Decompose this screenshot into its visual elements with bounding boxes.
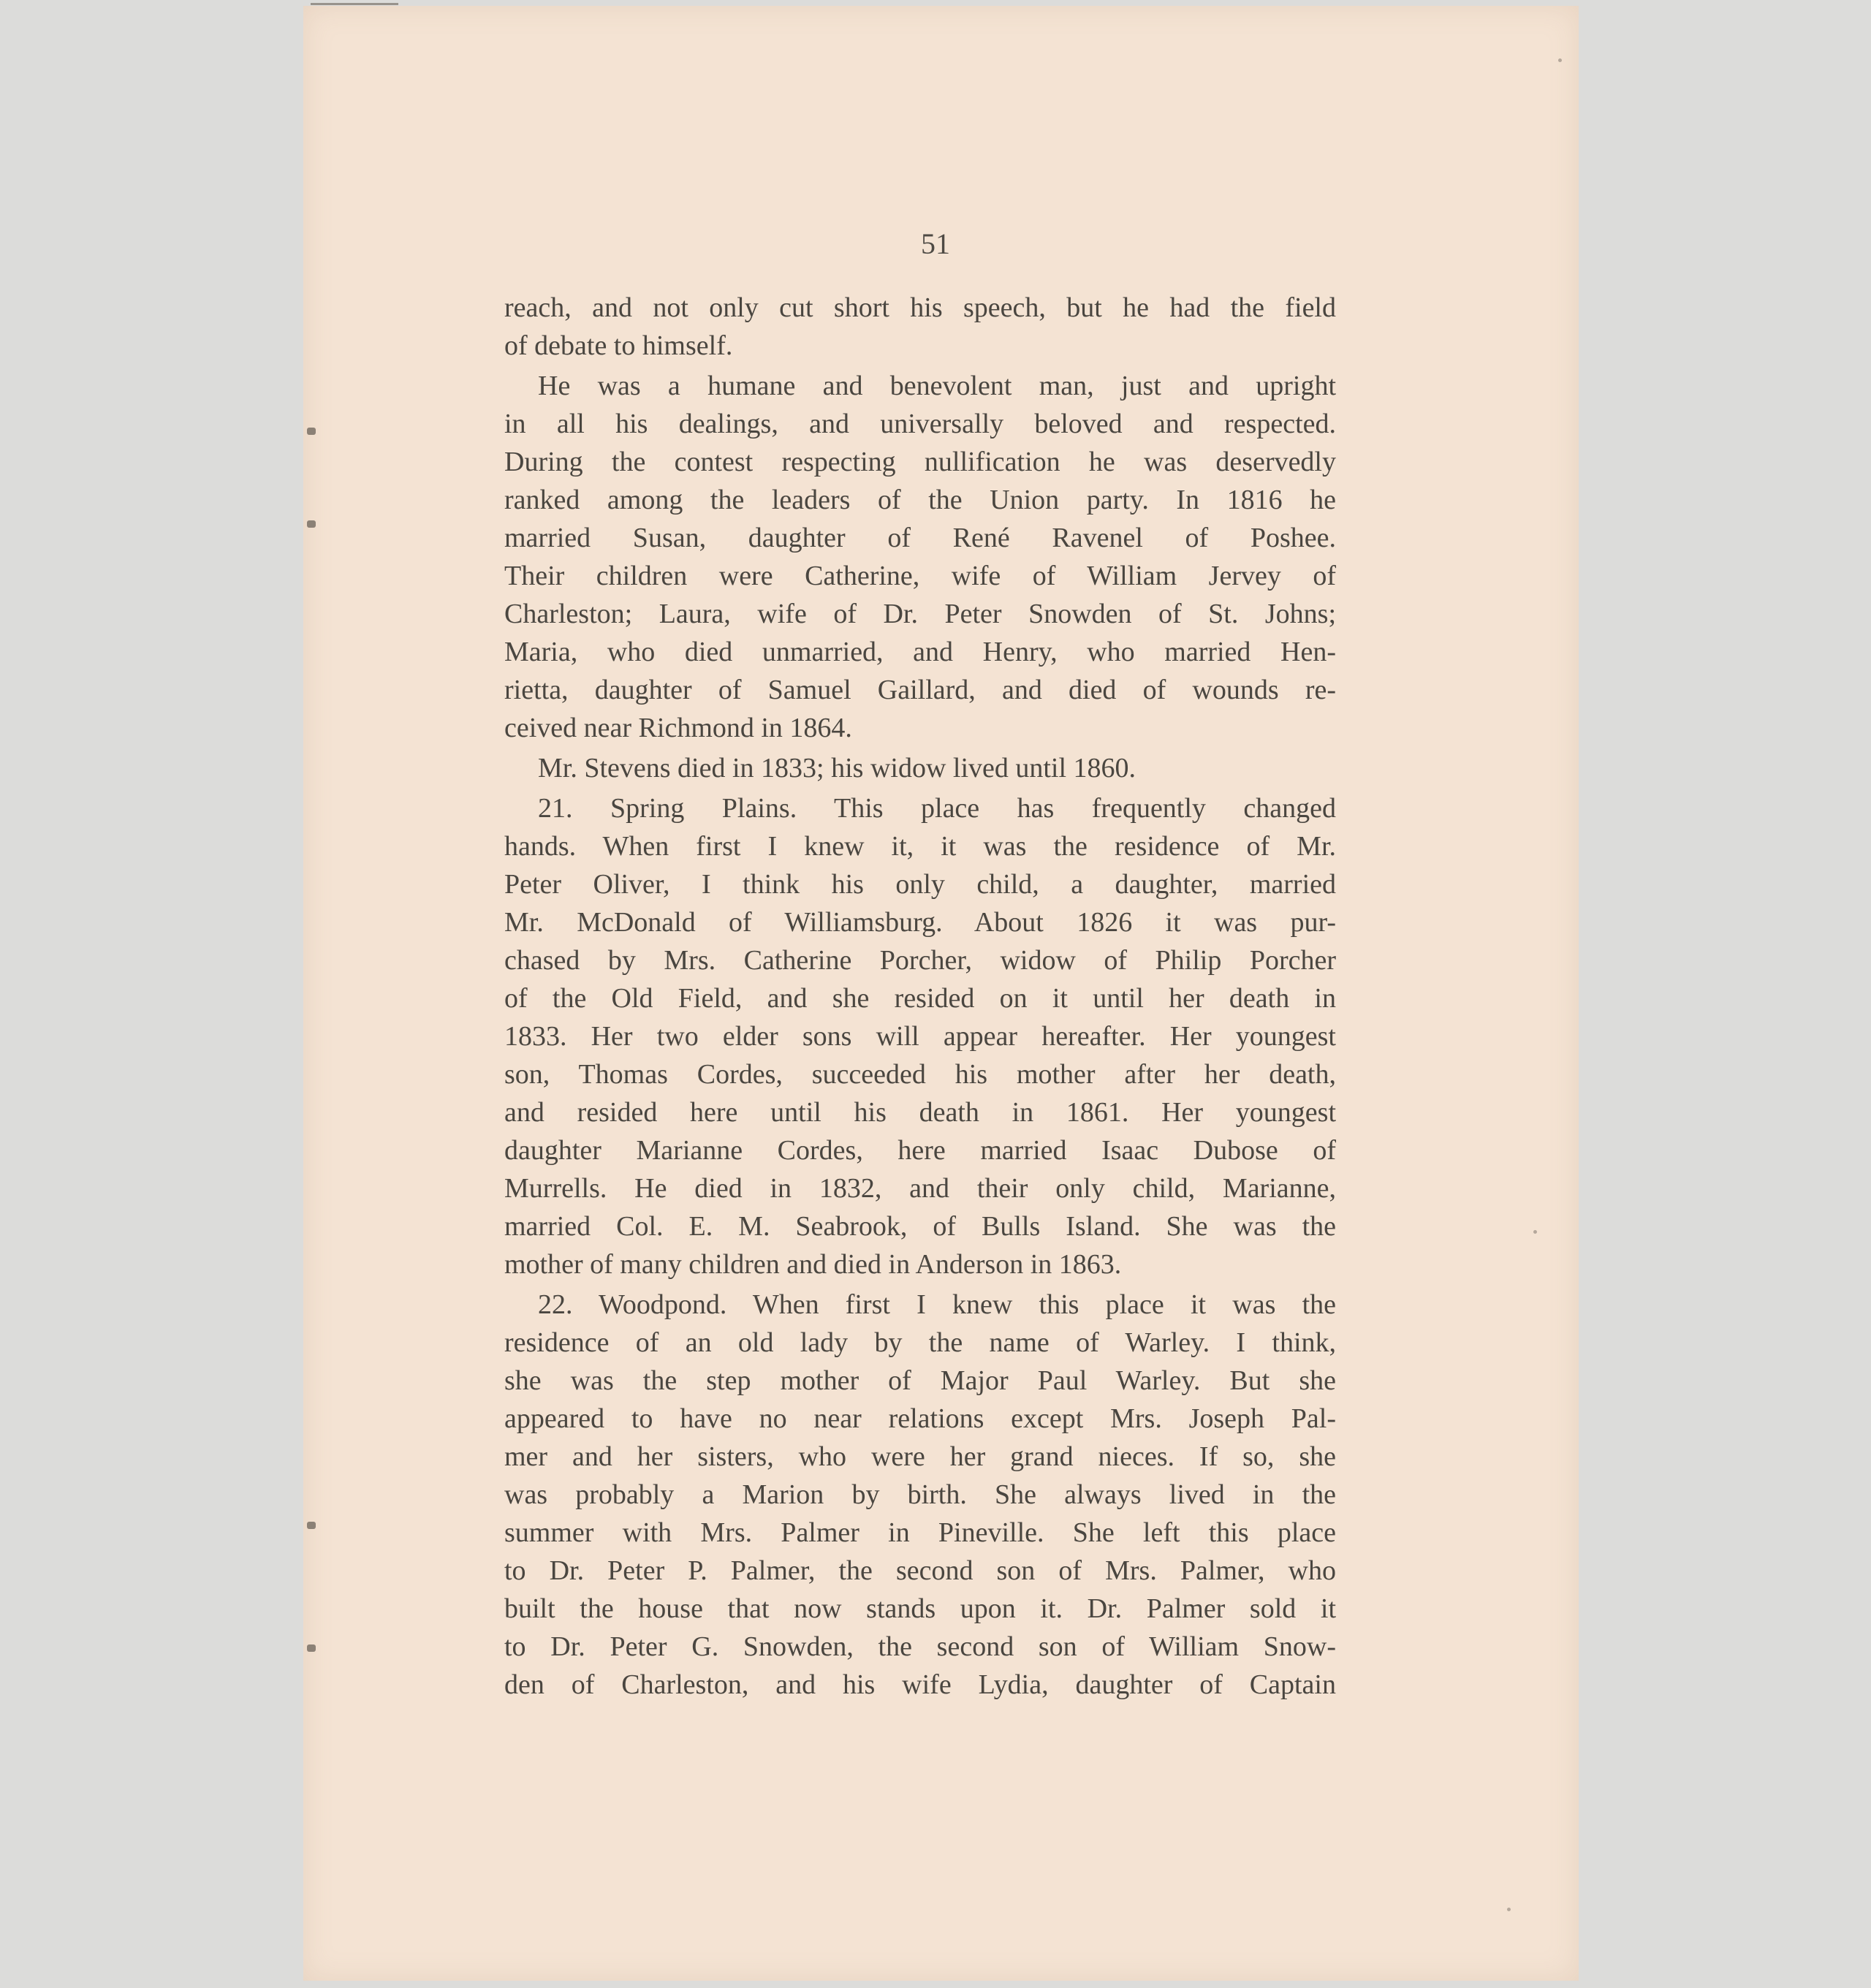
text-line: During the contest respecting nullification he was deservedly xyxy=(504,447,1336,477)
paper-speck xyxy=(1507,1908,1511,1911)
text-line: mer and her sisters, who were her grand nieces. If so, she xyxy=(504,1441,1336,1472)
text-line: hands. When first I knew it, it was the residence of Mr. xyxy=(504,831,1336,862)
paragraph xyxy=(504,367,1336,747)
text-line: appeared to have no near relations except Mrs. Joseph Pal- xyxy=(504,1403,1336,1434)
paragraph xyxy=(504,749,1336,787)
binding-mark xyxy=(307,520,316,528)
text-line: ranked among the leaders of the Union party. In 1816 he xyxy=(504,485,1336,515)
page-edge-rule xyxy=(311,3,398,5)
text-line: of the Old Field, and she resided on it until her death in xyxy=(504,983,1336,1014)
body-text xyxy=(504,289,1336,1706)
text-line: 22. Woodpond. When first I knew this place it was the xyxy=(538,1289,1336,1320)
text-line: chased by Mrs. Catherine Porcher, widow of Philip Porcher xyxy=(504,945,1336,976)
binding-mark xyxy=(307,1522,316,1529)
text-line: Their children were Catherine, wife of William Jervey of xyxy=(504,561,1336,591)
binding-mark xyxy=(307,428,316,435)
text-line: to Dr. Peter G. Snowden, the second son of William Snow- xyxy=(504,1631,1336,1662)
text-line: He was a humane and benevolent man, just and upright xyxy=(538,371,1336,401)
paper-speck xyxy=(1558,58,1562,62)
text-line: Charleston; Laura, wife of Dr. Peter Snowden of St. Johns; xyxy=(504,599,1336,629)
page-number: 51 xyxy=(921,227,950,260)
text-line: reach, and not only cut short his speech, but he had the field xyxy=(504,292,1336,323)
text-line: 1833. Her two elder sons will appear hereafter. Her youngest xyxy=(504,1021,1336,1052)
binding-mark xyxy=(307,1644,316,1652)
text-line: daughter Marianne Cordes, here married Isaac Dubose of xyxy=(504,1135,1336,1166)
text-line: summer with Mrs. Palmer in Pineville. She left this place xyxy=(504,1517,1336,1548)
text-line: built the house that now stands upon it. Dr. Palmer sold it xyxy=(504,1593,1336,1624)
text-line: Peter Oliver, I think his only child, a daughter, married xyxy=(504,869,1336,900)
paragraph xyxy=(504,289,1336,365)
text-line: married Susan, daughter of René Ravenel of Poshee. xyxy=(504,523,1336,553)
text-line: rietta, daughter of Samuel Gaillard, and died of wounds re- xyxy=(504,675,1336,705)
text-line: in all his dealings, and universally beloved and respected. xyxy=(504,409,1336,439)
paragraph xyxy=(504,1286,1336,1704)
text-line: den of Charleston, and his wife Lydia, daughter of Captain xyxy=(504,1669,1336,1700)
text-line: married Col. E. M. Seabrook, of Bulls Island. She was the xyxy=(504,1211,1336,1242)
text-line: son, Thomas Cordes, succeeded his mother after her death, xyxy=(504,1059,1336,1090)
text-line: to Dr. Peter P. Palmer, the second son of Mrs. Palmer, who xyxy=(504,1555,1336,1586)
text-line: and resided here until his death in 1861. Her youngest xyxy=(504,1097,1336,1128)
text-line: Maria, who died unmarried, and Henry, who married Hen- xyxy=(504,637,1336,667)
text-line: Murrells. He died in 1832, and their only child, Marianne, xyxy=(504,1173,1336,1204)
text-line: ceived near Richmond in 1864. xyxy=(504,713,852,743)
text-line: was probably a Marion by birth. She always lived in the xyxy=(504,1479,1336,1510)
text-line: of debate to himself. xyxy=(504,330,733,361)
text-line: residence of an old lady by the name of Warley. I think, xyxy=(504,1327,1336,1358)
text-line: Mr. McDonald of Williamsburg. About 1826 it was pur- xyxy=(504,907,1336,938)
paper-speck xyxy=(1533,1230,1537,1234)
paragraph xyxy=(504,789,1336,1283)
text-line: mother of many children and died in Anderson in 1863. xyxy=(504,1249,1122,1280)
text-line: 21. Spring Plains. This place has frequently changed xyxy=(538,793,1336,824)
text-line: she was the step mother of Major Paul Warley. But she xyxy=(504,1365,1336,1396)
text-line: Mr. Stevens died in 1833; his widow lived until 1860. xyxy=(538,753,1136,784)
